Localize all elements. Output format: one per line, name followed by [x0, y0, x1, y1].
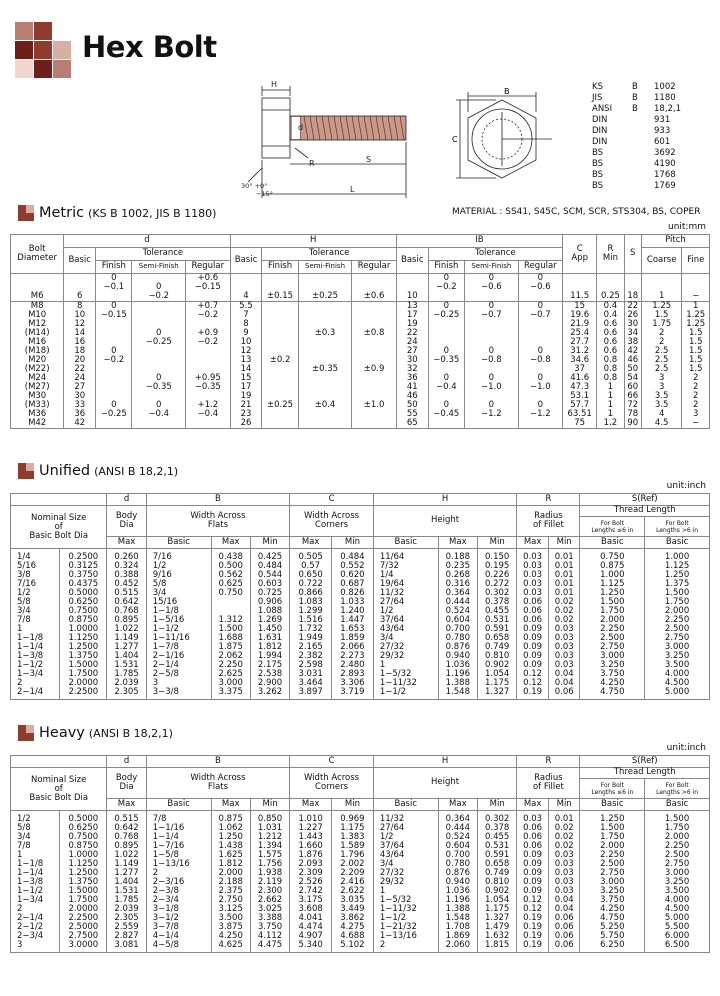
column-rmax: 0.03 0.03 0.03 0.03 0.03 0.06 0.06 0.06 0.09 0.09 0.09 0.09 0.09 0.12 0.12 0.19 — [517, 549, 549, 700]
column-rmax: 0.03 0.06 0.06 0.06 0.09 0.09 0.09 0.09 0.09 0.12 0.12 0.19 0.19 0.19 0.19 — [517, 811, 549, 953]
standards-list — [592, 82, 681, 192]
column-header: Width Across Flats — [146, 506, 290, 537]
column-rmin: 0.01 0.01 0.01 0.01 0.01 0.02 0.02 0.02 0.03 0.03 0.03 0.03 0.03 0.04 0.04 0.06 — [548, 549, 580, 700]
column-header: Max — [290, 537, 332, 549]
column-bbasic: 7/16 1/2 9/16 5/8 3/4 15/16 1−1/8 1−5/16 1−1/2 1−11/16 1−7/8 2−1/16 2−1/4 2−5/8 3 3−3/8 — [146, 549, 211, 700]
logo-square — [15, 22, 33, 40]
column-cmax: 0.505 0.57 0.650 0.722 0.866 1.083 1.299 1.516 1.732 1.949 2.165 2.382 2.598 3.031 3.464 3.897 — [290, 549, 332, 700]
unified-heading: Unified (ANSI B 18,2,1) — [18, 463, 178, 479]
column-header: H — [373, 756, 517, 768]
column-header: C — [290, 494, 374, 506]
column-header: Min — [332, 799, 374, 811]
column-hmin: 0.150 0.195 0.226 0.272 0.302 0.378 0.455 0.531 0.591 0.658 0.749 0.810 0.902 1.054 1.175 1.327 — [478, 549, 517, 700]
column-header: Basic — [146, 799, 211, 811]
logo-square — [53, 60, 71, 78]
column-header: B — [146, 756, 290, 768]
column-header: Basic — [373, 537, 438, 549]
column-header: B — [146, 494, 290, 506]
heavy-table — [10, 755, 710, 953]
column-s2: 1.500 1.750 2.000 2.250 2.500 2.750 3.000 3.250 3.500 4.000 4.500 5.000 5.500 6.000 6.500 — [645, 811, 710, 953]
metric-heading: Metric (KS B 1002, JIS B 1180) — [18, 205, 216, 221]
column-header: R — [517, 494, 580, 506]
column-frac: 1/4 5/16 3/8 7/16 1/2 5/8 3/4 7/8 1 1−1/8 1−1/4 1−3/8 1−1/2 1−3/4 2 2−1/4 — [11, 549, 60, 700]
column-header: Basic — [580, 537, 645, 549]
column-header: Width Across Corners — [290, 506, 374, 537]
column-header: For Bolt Lengths ≤6 in — [580, 779, 645, 799]
standard-row: BS 1769 — [592, 181, 676, 191]
label-s: S — [366, 155, 372, 164]
column-dec: 0.5000 0.6250 0.7500 0.8750 1.0000 1.1250 1.2500 1.3750 1.5000 1.7500 2.0000 2.2500 2.5000 2.7500 3.0000 — [60, 811, 107, 953]
column-header: Max — [107, 799, 146, 811]
logo-square — [34, 22, 52, 40]
column-cmin: 0.969 1.175 1.383 1.589 1.796 2.002 2.209 2.416 2.622 3.035 3.449 3.862 4.275 4.688 5.102 — [332, 811, 374, 953]
logo-square — [15, 60, 33, 78]
standard-row: BS 4190 — [592, 159, 676, 169]
column-header: Max — [211, 799, 250, 811]
label-r: R — [309, 159, 315, 168]
logo-square — [34, 60, 52, 78]
column-frac: 1/2 5/8 3/4 7/8 1 1−1/8 1−1/4 1−3/8 1−1/2 1−3/4 2 2−1/4 2−1/2 2−3/4 3 — [11, 811, 60, 953]
column-header: For Bolt Lengths ≤6 in — [580, 517, 645, 537]
unified-unit: unit:inch — [666, 481, 706, 491]
column-header: Body Dia — [107, 768, 146, 799]
heavy-unit: unit:inch — [666, 743, 706, 753]
column-hmax: 0.188 0.235 0.268 0.316 0.364 0.444 0.524 0.604 0.700 0.780 0.876 0.940 1.036 1.196 1.388 1.548 — [438, 549, 477, 700]
hex-end-view — [446, 82, 566, 202]
column-header: Radius of Fillet — [517, 768, 580, 799]
column-bbasic: 7/8 1−1/16 1−1/4 1−7/16 1−5/8 1−13/16 2 2−3/16 2−3/8 2−3/4 3−1/8 3−1/2 3−7/8 4−1/4 4−5/8 — [146, 811, 211, 953]
column-header: Max — [438, 799, 477, 811]
column-header: Max — [211, 537, 250, 549]
column-header: Min — [478, 799, 517, 811]
column-header: Nominal Size of Basic Bolt Dia — [11, 506, 107, 549]
column-s1: 1.250 1.500 1.750 2.000 2.250 2.500 2.750 3.000 3.250 3.750 4.250 4.750 5.250 5.750 6.250 — [580, 811, 645, 953]
standard-row: JIS B 1180 — [592, 93, 676, 103]
column-header: C — [290, 756, 374, 768]
column-header: Min — [332, 537, 374, 549]
column-dec: 0.2500 0.3125 0.3750 0.4375 0.5000 0.6250 0.7500 0.8750 1.0000 1.1250 1.2500 1.3750 1.5000 1.7500 2.0000 2.2500 — [60, 549, 107, 700]
column-header: Max — [517, 799, 549, 811]
column-header: Width Across Flats — [146, 768, 290, 799]
column-rmin: 0.01 0.02 0.02 0.02 0.03 0.03 0.03 0.03 0.03 0.04 0.04 0.06 0.06 0.06 0.06 — [548, 811, 580, 953]
column-header: Height — [373, 768, 517, 799]
column-header: d — [107, 756, 146, 768]
column-header: Radius of Fillet — [517, 506, 580, 537]
column-header: H — [373, 494, 517, 506]
column-bmin: 0.425 0.484 0.544 0.603 0.725 0.906 1.088 1.269 1.450 1.631 1.812 1.994 2.175 2.538 2.900 3.262 — [250, 549, 289, 700]
column-header: Min — [548, 537, 580, 549]
column-hbasic: 11/64 7/32 1/4 19/64 11/32 27/64 1/2 37/64 43/64 3/4 27/32 29/32 1 1−5/32 1−11/32 1−1/2 — [373, 549, 438, 700]
column-header: Max — [517, 537, 549, 549]
column-header: d — [107, 494, 146, 506]
column-header: Basic — [146, 537, 211, 549]
column-header: S(Ref) — [580, 494, 710, 506]
label-angle-tol: −15° — [256, 190, 273, 198]
column-body: 0.260 0.324 0.388 0.452 0.515 0.642 0.768 0.895 1.022 1.149 1.277 1.404 1.531 1.785 2.039 2.305 — [107, 549, 146, 700]
section-marker-icon — [18, 205, 34, 221]
column-header: Basic — [580, 799, 645, 811]
column-bmin: 0.850 1.031 1.212 1.394 1.575 1.756 1.938 2.119 2.300 2.662 3.025 3.388 3.750 4.112 4.475 — [250, 811, 289, 953]
label-angle: 30° +0° — [241, 182, 268, 190]
column-s1: 0.750 0.875 1.000 1.125 1.250 1.500 1.750 2.000 2.250 2.500 2.750 3.000 3.250 3.750 4.250 4.750 — [580, 549, 645, 700]
standard-row: DIN 601 — [592, 137, 671, 147]
standard-row: DIN 931 — [592, 115, 671, 125]
standard-row: KS B 1002 — [592, 82, 676, 92]
column-header: Min — [478, 537, 517, 549]
bolt-drawing — [240, 76, 480, 204]
column-header: Max — [107, 537, 146, 549]
column-header: For Bolt Lengths >6 in — [645, 779, 710, 799]
label-c: C — [452, 135, 458, 144]
metric-table: Bolt Diameter d H ⅠB C App R Min S Pitch Basic Tolerance Basic Tolerance Basic Tolerance Coarse Fine Finish Semi-Finish Regular Finish Semi-Finish Regular Finish Semi-Finish Regular M6 6 0 −0.1 0 −0.2 +0.6 −0.15 4 ±0.15 ±0.25 ±0.6 10 0 −0.2 0 −0.6 0 −0.6 11.5 0.25 18 1 − M8 M10 M12 (M14) M16 (M18) M20 (M22) M24 (M27) M30 (M33) M36 M42 8 10 12 14 16 18 20 22 24 27 30 33 36 42 0 −0.15 0 −0.2 0 −0.25 0 −0.25 0 −0.35 0 −0.4 +0.7 −0.2 +0.9 −0.2 +0.95 −0.35 +1.2 −0.4 5.5 7 8 9 10 12 13 14 15 17 19 21 23 26 ±0.2 ±0.25 ±0.3 ±0.35 ±0.4 ±0.8 ±0.9 ±1.0 13 17 19 22 24 27 30 32 36 41 46 50 55 65 0 −0.25 0 −0.35 0 −0.4 0 −0.45 0 −0.7 0 −0.8 0 −1.0 0 −1.2 0 −0.7 0 −0.8 0 −1.0 0 −1.2 15 19.6 21.9 25.4 27.7 31.2 34.6 37 41.6 47.3 53.1 57.7 63.51 75 0.4 0.4 0.6 0.6 0.6 0.6 0.8 0.8 0.8 1 1 1 1 1.2 22 26 30 34 38 42 46 50 54 60 66 72 78 90 1.25 1.5 1.75 2 2 2.5 2.5 2.5 3 3 3.5 3.5 4 4.5 1 1.25 1.25 1.5 1.5 1.5 1.5 1.5 2 2 2 2 3 − — [10, 234, 710, 429]
column-header: Min — [548, 799, 580, 811]
label-b: B — [504, 87, 510, 96]
column-header: Min — [250, 537, 289, 549]
heavy-heading: Heavy (ANSI B 18,2,1) — [18, 725, 173, 741]
column-bmax: 0.875 1.062 1.250 1.438 1.625 1.812 2.000 2.188 2.375 2.750 3.125 3.500 3.875 4.250 4.625 — [211, 811, 250, 953]
unified-table — [10, 493, 710, 700]
column-header: Basic — [373, 799, 438, 811]
table-row — [11, 811, 710, 953]
standard-row: DIN 933 — [592, 126, 671, 136]
table-row: M6 6 0 −0.1 0 −0.2 +0.6 −0.15 4 ±0.15 ±0.25 ±0.6 10 0 −0.2 0 −0.6 0 −0.6 11.5 0.25 18 1 − — [11, 274, 710, 302]
metric-unit: unit:mm — [667, 222, 706, 232]
column-header: Body Dia — [107, 506, 146, 537]
column-header: Height — [373, 506, 517, 537]
column-bmax: 0.438 0.500 0.562 0.625 0.750 1.312 1.500 1.688 1.875 2.062 2.250 2.625 3.000 3.375 — [211, 549, 250, 700]
column-s2: 1.000 1.125 1.250 1.375 1.500 1.750 2.000 2.250 2.500 2.750 3.000 3.250 3.500 4.000 4.500 5.000 — [645, 549, 710, 700]
column-hmax: 0.364 0.444 0.524 0.604 0.700 0.780 0.876 0.940 1.036 1.196 1.388 1.548 1.708 1.869 2.060 — [438, 811, 477, 953]
column-header: R — [517, 756, 580, 768]
section-marker-icon — [18, 725, 34, 741]
logo-square — [15, 41, 33, 59]
column-cmax: 1.010 1.227 1.443 1.660 1.876 2.093 2.309 2.526 2.742 3.175 3.608 4.041 4.474 4.907 5.340 — [290, 811, 332, 953]
label-d: d — [298, 123, 304, 132]
column-header: Basic — [645, 799, 710, 811]
column-hmin: 0.302 0.378 0.455 0.531 0.591 0.658 0.749 0.810 0.902 1.054 1.175 1.327 1.479 1.632 1.815 — [478, 811, 517, 953]
section-marker-icon — [18, 463, 34, 479]
column-header: For Bolt Lengths >6 in — [645, 517, 710, 537]
column-cmin: 0.484 0.552 0.620 0.687 0.826 1.033 1.240 1.447 1.653 1.859 2.066 2.273 2.480 2.893 3.306 3.719 — [332, 549, 374, 700]
column-header: Max — [290, 799, 332, 811]
column-header: Basic — [645, 537, 710, 549]
column-body: 0.515 0.642 0.768 0.895 1.022 1.149 1.277 1.404 1.531 1.785 2.039 2.305 2.559 2.827 3.081 — [107, 811, 146, 953]
table-row: M8 M10 M12 (M14) M16 (M18) M20 (M22) M24 (M27) M30 (M33) M36 M42 8 10 12 14 16 18 20 22 24 27 30 33 36 42 0 −0.15 0 −0.2 0 −0.25 0 −0.25 0 −0.35 0 −0.4 +0.7 −0.2 +0.9 −0.2 +0.95 −0.35 +1.2 −0.4 5.5 7 8 9 10 12 13 14 15 17 19 21 23 26 ±0.2 ±0.25 ±0.3 ±0.35 ±0.4 ±0.8 ±0.9 ±1.0 13 17 19 22 24 27 30 32 36 41 46 50 55 65 0 −0.25 0 −0.35 0 −0.4 0 −0.45 0 −0.7 0 −0.8 0 −1.0 0 −1.2 0 −0.7 0 −0.8 0 −1.0 0 −1.2 15 19.6 21.9 25.4 27.7 31.2 34.6 37 41.6 47.3 53.1 57.7 63.51 75 0.4 0.4 0.6 0.6 0.6 0.6 0.8 0.8 0.8 1 1 1 1 1.2 22 26 30 34 38 42 46 50 54 60 66 72 78 90 1.25 1.5 1.75 2 2 2.5 2.5 2.5 3 3 3.5 3.5 4 4.5 1 1.25 1.25 1.5 1.5 1.5 1.5 1.5 2 2 2 2 3 − — [11, 302, 710, 429]
column-header: Min — [250, 799, 289, 811]
logo-square — [34, 41, 52, 59]
column-header: Width Across Corners — [290, 768, 374, 799]
label-h: H — [271, 80, 278, 89]
table-row — [11, 549, 710, 700]
column-header: S(Ref) — [580, 756, 710, 768]
logo-square — [53, 41, 71, 59]
standard-row: BS 1768 — [592, 170, 676, 180]
column-header — [11, 756, 107, 768]
standard-row: ANSI B 18,2,1 — [592, 104, 682, 114]
column-hbasic: 11/32 27/64 1/2 37/64 43/64 3/4 27/32 29/32 1 1−5/32 1−11/32 1−1/2 1−21/32 1−13/16 2 — [373, 811, 438, 953]
page-title: Hex Bolt — [82, 30, 217, 64]
column-header: Nominal Size of Basic Bolt Dia — [11, 768, 107, 811]
label-l: L — [350, 185, 355, 194]
column-header: Thread Length — [580, 506, 710, 517]
standard-row: BS 3692 — [592, 148, 676, 158]
column-header: Thread Length — [580, 768, 710, 779]
material-note: MATERIAL : SS41, S45C, SCM, SCR, STS304, BS, COPER — [452, 207, 701, 217]
column-header — [11, 494, 107, 506]
column-header: Max — [438, 537, 477, 549]
